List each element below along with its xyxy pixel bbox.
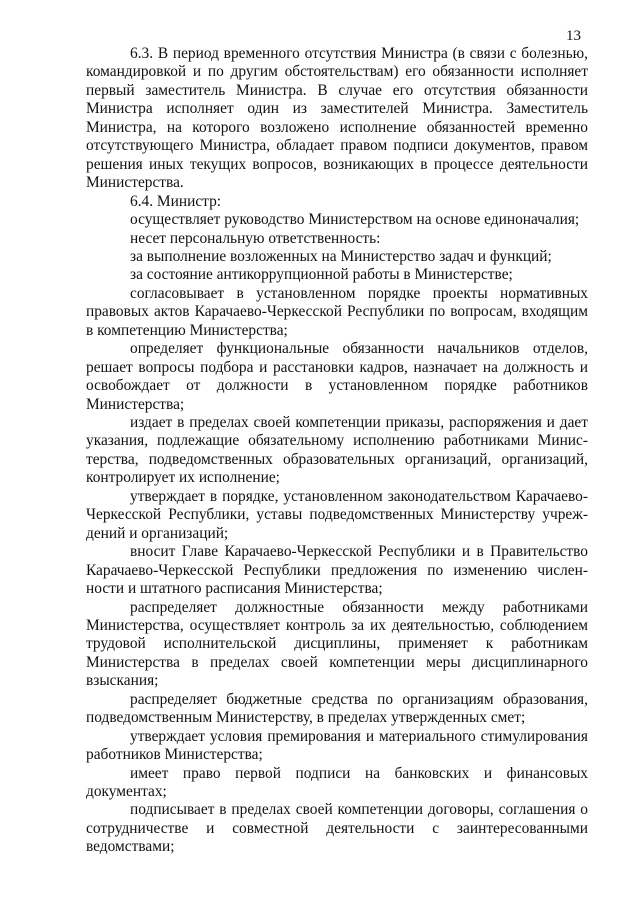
text-line: Министерства. — [86, 174, 184, 192]
text-line: распределяет бюджетные средства по организациям образования, — [130, 690, 588, 708]
text-line: подведомственным Министерству, в пределах утвержденных смет; — [86, 709, 526, 727]
text-line: в компетенцию Министерства; — [86, 321, 288, 339]
text-line: работников Министерства; — [86, 746, 263, 764]
text-line: согласовывает в установленном порядке проекты нормативных — [130, 284, 588, 302]
text-line: решения иных текущих вопросов, возникающих в процессе деятельности — [86, 155, 588, 173]
text-line: подписывает в пределах своей компетенции договоры, соглашения о — [130, 801, 588, 819]
text-line: ведомствами; — [86, 838, 175, 856]
text-line: указания, подлежащие обязательному исполнению работниками Минис- — [86, 432, 588, 450]
text-line: взыскания; — [86, 672, 159, 690]
text-line: ности и штатного расписания Министерства; — [86, 580, 383, 598]
text-line: правовых актов Карачаево-Черкесской Республики по вопросам, входящим — [86, 303, 588, 321]
text-line: за состояние антикоррупционной работы в Министерстве; — [130, 266, 513, 284]
text-line: освобождает от должности в установленном порядке работников — [86, 377, 588, 395]
text-line: имеет право первой подписи на банковских и финансовых — [130, 764, 588, 782]
text-line: Министерства; — [86, 395, 185, 413]
text-line: терства, подведомственных образовательных организаций, организаций, — [86, 450, 588, 468]
text-line: решает вопросы подбора и расстановки кадров, назначает на должность и — [86, 358, 588, 376]
text-line: сотрудничестве и совместной деятельности с заинтересованными — [86, 819, 588, 837]
text-line: Министерства в пределах своей компетенции меры дисциплинарного — [86, 653, 588, 671]
text-line: Министерства, осуществляет контроль за их деятельностью, соблюдением — [86, 616, 588, 634]
text-line: несет персональную ответственность: — [130, 229, 381, 247]
text-line: вносит Главе Карачаево-Черкесской Республики и в Правительство — [130, 543, 588, 561]
text-line: распределяет должностные обязанности между работниками — [130, 598, 588, 616]
text-line: трудовой исполнительской дисциплины, применяет к работникам — [86, 635, 588, 653]
text-line: за выполнение возложенных на Министерство задач и функций; — [130, 247, 552, 265]
text-line: документах; — [86, 783, 167, 800]
text-line: 6.4. Министр: — [130, 192, 222, 210]
text-line: издает в пределах своей компетенции приказы, распоряжения и дает — [130, 414, 588, 431]
text-line: первый заместитель Министра. В случае его отсутствия обязанности — [86, 81, 588, 99]
text-line: осуществляет руководство Министерством на основе единоначалия; — [130, 211, 580, 229]
text-line: Черкесской Республики, уставы подведомственных Министерству учреж- — [86, 506, 588, 524]
text-line: командировкой и по другим обстоятельствам) его обязанности исполняет — [86, 63, 588, 81]
text-line: определяет функциональные обязанности начальников отделов, — [130, 340, 588, 358]
text-line: Министра, на которого возложено исполнение обязанностей временно — [86, 118, 588, 136]
text-line: отсутствующего Министра, обладает правом подписи документов, правом — [86, 137, 588, 155]
text-line: утверждает условия премирования и материального стимулирования — [130, 727, 588, 745]
text-line: Карачаево-Черкесской Республики предложения по изменению числен- — [86, 561, 588, 579]
text-line: дений и организаций; — [86, 524, 229, 542]
page-number: 13 — [566, 28, 581, 44]
text-line: утверждает в порядке, установленном законодательством Карачаево- — [130, 487, 588, 505]
text-line: Министра исполняет один из заместителей Министра. Заместитель — [86, 100, 588, 118]
text-line: 6.3. В период временного отсутствия Министра (в связи с болезнью, — [130, 45, 588, 62]
text-line: контролирует их исполнение; — [86, 469, 280, 487]
